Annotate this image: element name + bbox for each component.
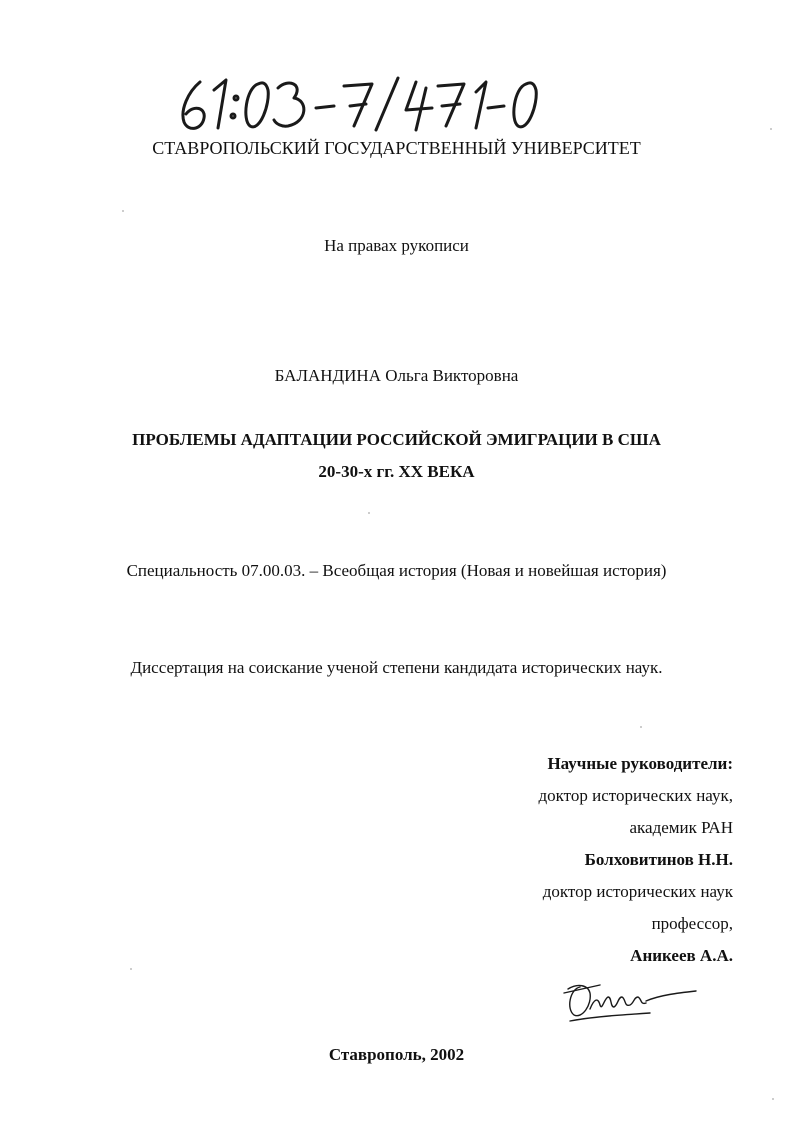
supervisor-name-2: Аникеев А.А. bbox=[630, 946, 733, 965]
university-name: СТАВРОПОЛЬСКИЙ ГОСУДАРСТВЕННЫЙ УНИВЕРСИТЕТ bbox=[152, 138, 641, 158]
scan-speck bbox=[772, 1098, 774, 1100]
supervisor-rank-1: академик РАН bbox=[629, 818, 733, 837]
city-year: Ставрополь, 2002 bbox=[328, 1045, 465, 1064]
thesis-title-line2: 20-30-х гг. XX ВЕКА bbox=[318, 462, 475, 481]
scan-speck bbox=[640, 726, 642, 728]
signature bbox=[560, 975, 700, 1025]
handwritten-archive-number bbox=[170, 70, 550, 140]
scan-speck bbox=[122, 210, 124, 212]
supervisor-degree-2: доктор исторических наук bbox=[542, 882, 733, 901]
scan-speck bbox=[130, 968, 132, 970]
scan-speck bbox=[368, 512, 370, 514]
thesis-title-line1: ПРОБЛЕМЫ АДАПТАЦИИ РОССИЙСКОЙ ЭМИГРАЦИИ В США bbox=[132, 430, 661, 449]
scan-speck bbox=[770, 128, 772, 130]
supervisor-rank-2: профессор, bbox=[651, 914, 733, 933]
dissertation-line: Диссертация на соискание ученой степени кандидата исторических наук. bbox=[130, 658, 663, 677]
supervisor-name-1: Болховитинов Н.Н. bbox=[584, 850, 733, 869]
rights-note: На правах рукописи bbox=[324, 236, 469, 255]
supervisor-degree-1: доктор исторических наук, bbox=[538, 786, 733, 805]
supervisors-heading: Научные руководители: bbox=[547, 754, 733, 773]
author-name: БАЛАНДИНА Ольга Викторовна bbox=[274, 366, 519, 385]
specialty-line: Специальность 07.00.03. – Всеобщая история (Новая и новейшая история) bbox=[126, 561, 667, 580]
